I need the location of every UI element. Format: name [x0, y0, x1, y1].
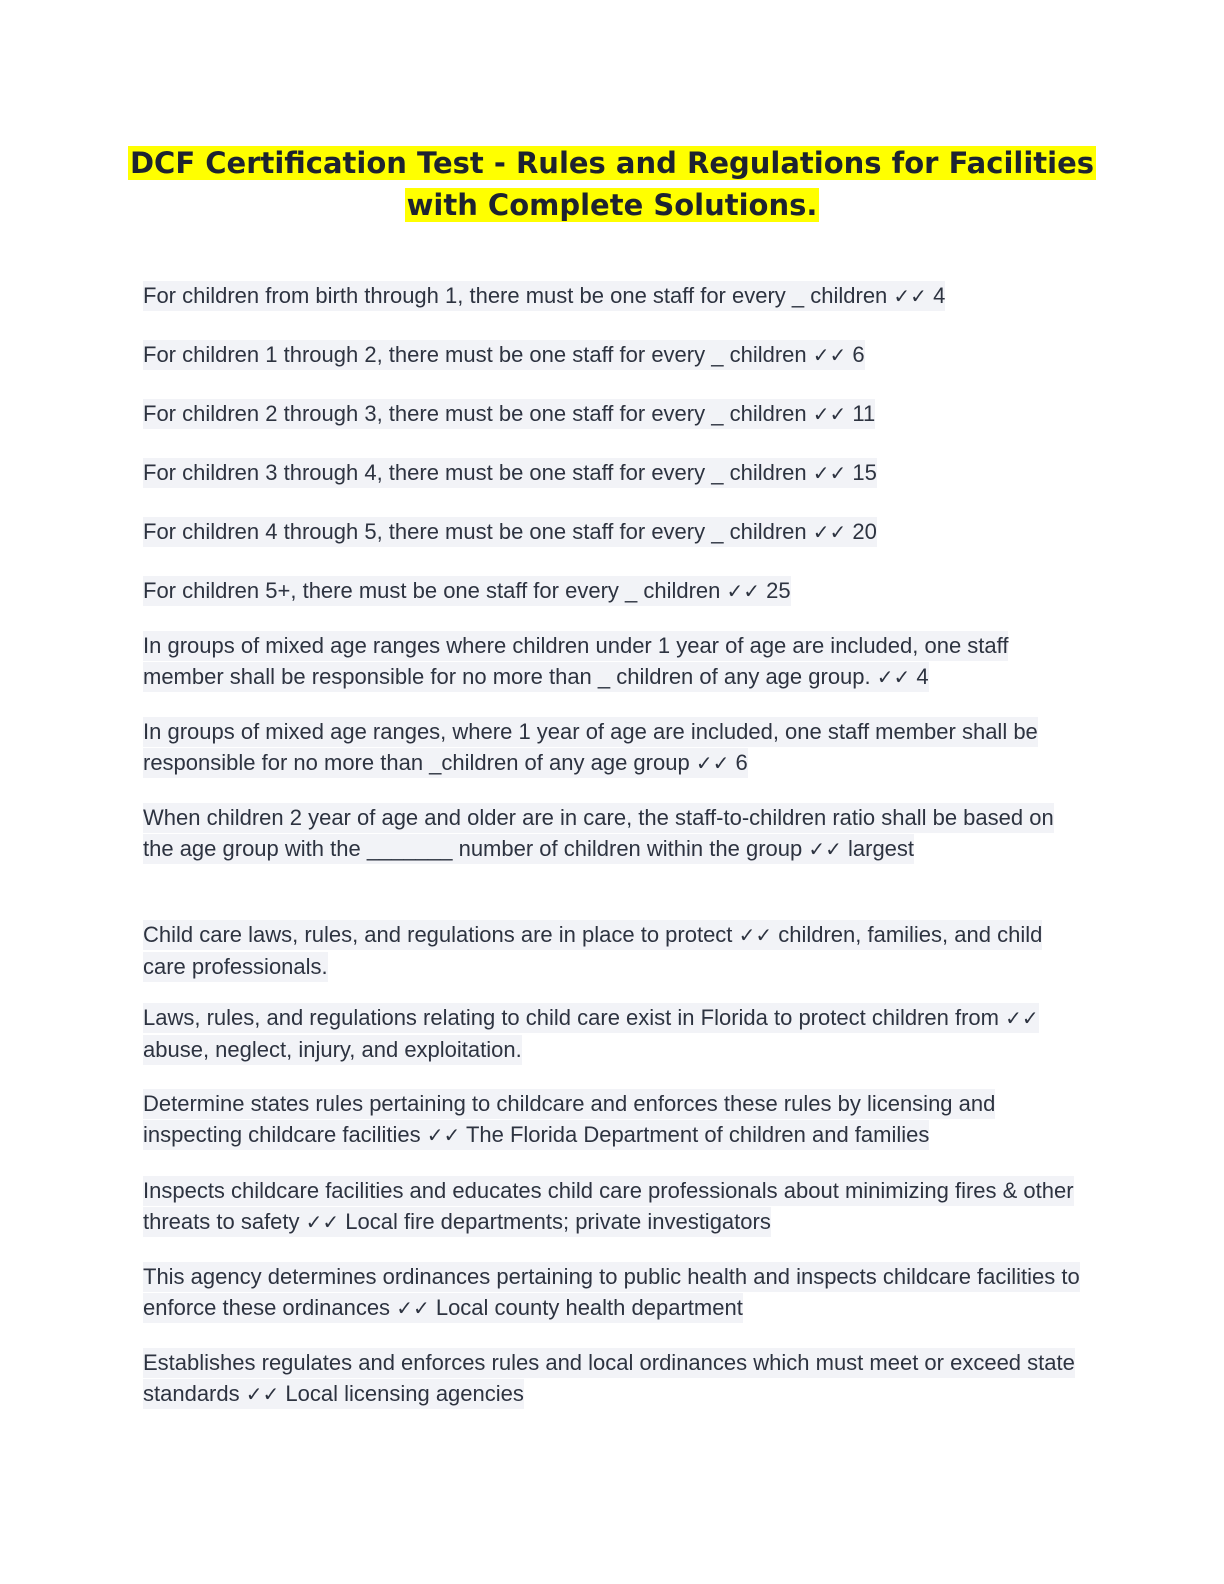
qa-item-6 [143, 575, 1083, 607]
double-check-icon: ✓✓ [396, 1296, 430, 1320]
qa-item-15 [143, 1347, 1083, 1410]
qa-item-3 [143, 398, 1083, 430]
answer-text: largest [848, 836, 915, 861]
question-text: Establishes regulates and enforces rules and local ordinances which must meet or exceed state standards [143, 1350, 1075, 1406]
question-text: Inspects childcare facilities and educates child care professionals about minimizing fires & other threats to safety [143, 1178, 1074, 1234]
page-title [0, 142, 1224, 226]
double-check-icon: ✓✓ [876, 665, 911, 689]
question-text: In groups of mixed age ranges, where 1 year of age are included, one staff member shall be responsible for no more than _children of any age group [143, 719, 1038, 775]
double-check-icon: ✓✓ [245, 1382, 280, 1406]
double-check-icon: ✓✓ [726, 579, 761, 603]
question-text: For children 1 through 2, there must be one staff for every _ children [143, 342, 807, 367]
answer-text: Local licensing agencies [285, 1381, 524, 1406]
double-check-icon: ✓✓ [812, 461, 847, 485]
answer-text: 15 [852, 460, 877, 485]
qa-item-2 [143, 339, 1083, 371]
qa-item-10 [143, 919, 1083, 982]
double-check-icon: ✓✓ [812, 402, 847, 426]
answer-text: Local county health department [435, 1295, 743, 1320]
question-text: For children 3 through 4, there must be one staff for every _ children [143, 460, 807, 485]
answer-text: Local fire departments; private investigators [345, 1209, 771, 1234]
double-check-icon: ✓✓ [812, 520, 847, 544]
answer-text: 20 [852, 519, 877, 544]
double-check-icon: ✓✓ [426, 1123, 461, 1147]
title-line-1: DCF Certification Test - Rules and Regulations for Facilities [129, 146, 1094, 180]
qa-item-13 [143, 1175, 1083, 1238]
qa-item-14 [143, 1261, 1083, 1324]
double-check-icon: ✓✓ [305, 1210, 340, 1234]
double-check-icon: ✓✓ [1005, 1006, 1039, 1030]
double-check-icon: ✓✓ [695, 751, 730, 775]
question-text: In groups of mixed age ranges where children under 1 year of age are included, one staff member shall be responsible for no more than _ children of any age group. [143, 633, 1009, 689]
qa-item-9 [143, 802, 1083, 865]
double-check-icon: ✓✓ [738, 923, 773, 947]
qa-item-5 [143, 516, 1083, 548]
answer-text: 25 [766, 578, 791, 603]
qa-item-8 [143, 716, 1083, 779]
question-text: This agency determines ordinances pertaining to public health and inspects childcare facilities to enforce these ordinances [143, 1264, 1080, 1320]
double-check-icon: ✓✓ [893, 284, 927, 308]
answer-text: 4 [933, 283, 946, 308]
question-text: Determine states rules pertaining to childcare and enforces these rules by licensing and inspecting childcare facilities [143, 1091, 996, 1147]
question-text: For children 2 through 3, there must be one staff for every _ children [143, 401, 807, 426]
qa-item-1 [143, 280, 1083, 312]
qa-item-4 [143, 457, 1083, 489]
answer-text: The Florida Department of children and families [465, 1122, 930, 1147]
title-line-2: with Complete Solutions. [406, 188, 818, 222]
qa-item-7 [143, 630, 1083, 693]
question-text: For children 5+, there must be one staff for every _ children [143, 578, 721, 603]
question-text: For children from birth through 1, there must be one staff for every _ children [143, 283, 888, 308]
double-check-icon: ✓✓ [808, 837, 842, 861]
question-text: When children 2 year of age and older are in care, the staff-to-children ratio shall be based on the age group with the _______ number of children within the group [143, 805, 1054, 861]
answer-text: abuse, neglect, injury, and exploitation. [143, 1037, 522, 1062]
answer-text: children, families, and child care professionals. [143, 922, 1043, 979]
answer-text: 4 [916, 664, 929, 689]
answer-text: 6 [852, 342, 865, 367]
question-text: For children 4 through 5, there must be one staff for every _ children [143, 519, 807, 544]
qa-item-12 [143, 1088, 1083, 1151]
question-text: Child care laws, rules, and regulations are in place to protect [143, 922, 733, 947]
answer-text: 11 [852, 401, 876, 426]
qa-item-11 [143, 1002, 1083, 1065]
question-text: Laws, rules, and regulations relating to child care exist in Florida to protect children from [143, 1005, 999, 1030]
answer-text: 6 [735, 750, 748, 775]
double-check-icon: ✓✓ [812, 343, 847, 367]
